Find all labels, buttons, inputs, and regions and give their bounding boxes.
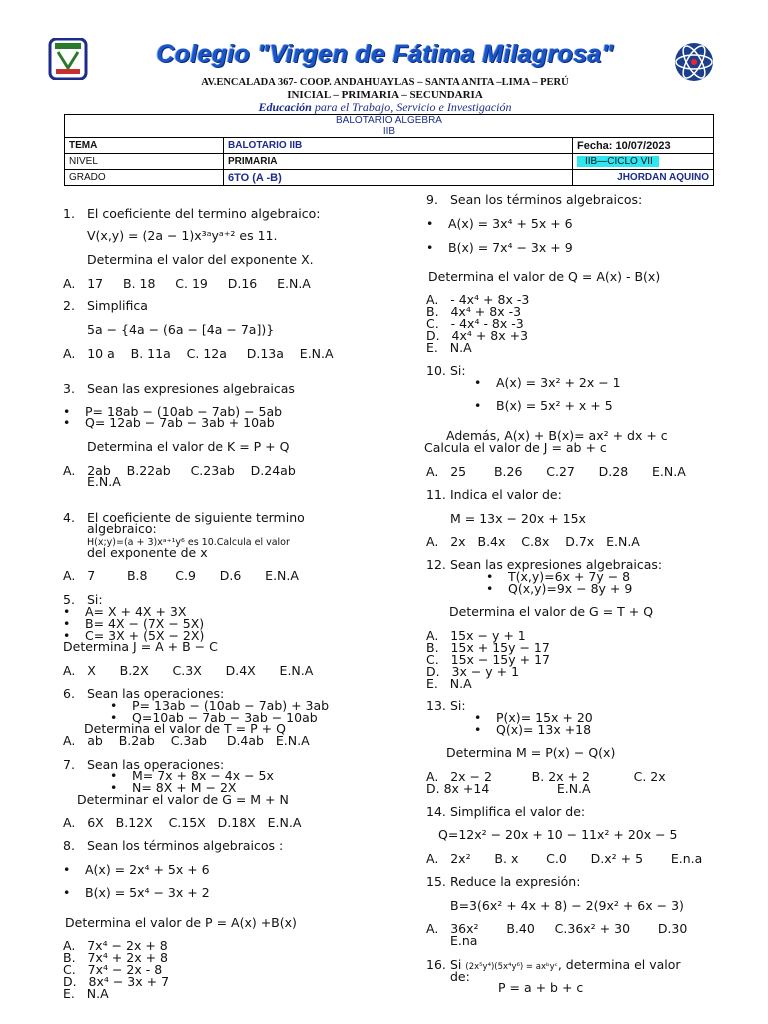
- q3-ask: Determina el valor de K = P + Q: [87, 439, 290, 454]
- q9-statement: 9. Sean los términos algebraicos:: [426, 192, 643, 207]
- school-levels: INICIAL – PRIMARIA – SECUNDARIA: [287, 89, 483, 101]
- q5-statement: 5. Si:: [63, 592, 103, 607]
- q3-options: A. 2ab B.22ab C.23ab D.24ab: [63, 463, 296, 478]
- q10-bullet-a: • A(x) = 3x² + 2x − 1: [474, 375, 621, 390]
- q9-option-d: D. 4x⁴ + 8x +3: [426, 328, 529, 343]
- q14-expression: Q=12x² − 20x + 10 − 11x² + 20x − 5: [438, 827, 678, 842]
- teacher-name: JHORDAN AQUINO: [573, 170, 714, 186]
- q6-bullet-p: • P= 13ab − (10ab − 7ab) + 3ab: [110, 698, 330, 713]
- q5-ask: Determina J = A + B − C: [63, 639, 218, 654]
- q4-expression: H(x;y)=(a + 3)xᵃ⁺¹y⁶ es 10.Calcula el valor: [87, 537, 290, 548]
- q9-option-b: B. 4x⁴ + 8x -3: [426, 304, 522, 319]
- q8-statement: 8. Sean los términos algebraicos :: [63, 838, 284, 853]
- q9-bullet-b: • B(x) = 7x⁴ − 3x + 9: [426, 240, 573, 255]
- q11-expression: M = 13x − 20x + 15x: [450, 511, 586, 526]
- exam-info-table: [64, 114, 714, 186]
- q8-bullet-a: • A(x) = 2x⁴ + 5x + 6: [63, 862, 210, 877]
- q10-ask-2: Calcula el valor de J = ab + c: [424, 440, 607, 455]
- q7-bullet-m: • M= 7x + 8x − 4x − 5x: [110, 768, 274, 783]
- q5-bullet-a: • A= X + 4X + 3X: [63, 604, 187, 619]
- q13-bullet-p: • P(x)= 15x + 20: [474, 710, 593, 725]
- q5-bullet-c: • C= 3X + (5X − 2X): [63, 628, 205, 643]
- q16-statement: 16. Si (2x⁵y⁴)(5x⁴y⁶) = axᵇyᶜ, determina el valor: [426, 957, 681, 972]
- q13-statement: 13. Si:: [426, 698, 466, 713]
- q6-options: A. ab B.2ab C.3ab D.4ab E.N.A: [63, 733, 310, 748]
- q9-option-e: E. N.A: [426, 340, 472, 355]
- q8-option-c: C. 7x⁴ − 2x - 8: [63, 962, 163, 977]
- q8-option-a: A. 7x⁴ − 2x + 8: [63, 938, 168, 953]
- q2-statement: 2. Simplifica: [63, 298, 148, 313]
- q4-expression-2: del exponente de x: [87, 545, 208, 560]
- q9-ask: Determina el valor de Q = A(x) - B(x): [428, 269, 661, 284]
- nivel-value: PRIMARIA: [224, 154, 573, 170]
- q3-bullet-p: • P= 18ab − (10ab − 7ab) − 5ab: [63, 404, 283, 419]
- q13-options: A. 2x − 2 B. 2x + 2 C. 2x: [426, 769, 666, 784]
- q7-statement: 7. Sean las operaciones:: [63, 757, 225, 772]
- school-address: AV.ENCALADA 367- COOP. ANDAHUAYLAS – SANTA ANITA –LIMA – PERÚ: [201, 77, 569, 88]
- grado-value: 6TO (A -B): [224, 170, 573, 186]
- q12-bullet-t: • T(x,y)=6x + 7y − 8: [486, 569, 631, 584]
- q7-bullet-n: • N= 8X + M − 2X: [110, 780, 237, 795]
- q15-expression: B=3(6x² + 4x + 8) − 2(9x² + 6x − 3): [450, 898, 684, 913]
- q10-ask-1: Además, A(x) + B(x)= ax² + dx + c: [446, 428, 668, 443]
- q14-statement: 14. Simplifica el valor de:: [426, 804, 586, 819]
- q16-statement-2: de:: [450, 969, 470, 984]
- school-motto: Educación para el Trabajo, Servicio e Investigación: [258, 100, 512, 114]
- q7-options: A. 6X B.12X C.15X D.18X E.N.A: [63, 815, 302, 830]
- q13-options-2: D. 8x +14 E.N.A: [426, 781, 591, 796]
- q10-bullet-b: • B(x) = 5x² + x + 5: [474, 398, 613, 413]
- q14-options: A. 2x² B. x C.0 D.x² + 5 E.n.a: [426, 851, 703, 866]
- q13-ask: Determina M = P(x) − Q(x): [446, 745, 616, 760]
- q1-expression: V(x,y) = (2a − 1)x³ᵃyᵃ⁺² es 11.: [87, 228, 278, 243]
- ciclo-badge: IIB—CICLO VII: [577, 156, 659, 167]
- q12-option-e: E. N.A: [426, 676, 472, 691]
- tema-label: TEMA: [65, 138, 224, 154]
- q8-ask: Determina el valor de P = A(x) +B(x): [65, 915, 297, 930]
- q8-option-e: E. N.A: [63, 986, 109, 1001]
- q12-option-c: C. 15x − 15y + 17: [426, 652, 550, 667]
- q10-statement: 10. Si:: [426, 363, 466, 378]
- q12-ask: Determina el valor de G = T + Q: [449, 604, 654, 619]
- q9-bullet-a: • A(x) = 3x⁴ + 5x + 6: [426, 216, 573, 231]
- q12-bullet-q: • Q(x,y)=9x − 8y + 9: [486, 581, 633, 596]
- q9-option-a: A. - 4x⁴ + 8x -3: [426, 292, 530, 307]
- q4-statement-2: algebraico:: [87, 521, 157, 536]
- q2-options: A. 10 a B. 11a C. 12a D.13a E.N.A: [63, 346, 334, 361]
- ciclo-cell: [573, 154, 714, 170]
- q3-statement: 3. Sean las expresiones algebraicas: [63, 381, 295, 396]
- q12-option-d: D. 3x − y + 1: [426, 664, 520, 679]
- q4-options: A. 7 B.8 C.9 D.6 E.N.A: [63, 568, 299, 583]
- atom-globe-icon: [672, 40, 716, 84]
- q12-statement: 12. Sean las expresiones algebraicas:: [426, 557, 663, 572]
- q8-option-b: B. 7x⁴ + 2x + 8: [63, 950, 168, 965]
- q6-ask: Determina el valor de T = P + Q: [84, 721, 286, 736]
- q1-options: A. 17 B. 18 C. 19 D.16 E.N.A: [63, 276, 311, 291]
- grado-label: GRADO: [65, 170, 224, 186]
- q15-options-2: E.na: [450, 933, 478, 948]
- q12-option-a: A. 15x − y + 1: [426, 628, 526, 643]
- q13-bullet-q: • Q(x)= 13x +18: [474, 722, 592, 737]
- nivel-label: NIVEL: [65, 154, 224, 170]
- q1-statement: 1. El coeficiente del termino algebraico:: [63, 206, 321, 221]
- q10-options: A. 25 B.26 C.27 D.28 E.N.A: [426, 464, 686, 479]
- q16-expression: P = a + b + c: [498, 980, 584, 995]
- q6-statement: 6. Sean las operaciones:: [63, 686, 225, 701]
- q7-ask: Determinar el valor de G = M + N: [77, 792, 289, 807]
- q4-statement: 4. El coeficiente de siguiente termino: [63, 510, 305, 525]
- tema-value: BALOTARIO IIB: [224, 138, 573, 154]
- school-name: Colegio "Virgen de Fátima Milagrosa": [156, 40, 614, 68]
- q5-bullet-b: • B= 4X − (7X − 5X): [63, 616, 205, 631]
- q3-bullet-q: • Q= 12ab − 7ab − 3ab + 10ab: [63, 415, 275, 430]
- exam-banner: BALOTARIO ALGEBRA IIB: [65, 115, 714, 138]
- q12-option-b: B. 15x + 15y − 17: [426, 640, 550, 655]
- q8-bullet-b: • B(x) = 5x⁴ − 3x + 2: [63, 885, 210, 900]
- q1-ask: Determina el valor del exponente X.: [87, 252, 314, 267]
- q3-options-e: E.N.A: [87, 474, 121, 489]
- q5-options: A. X B.2X C.3X D.4X E.N.A: [63, 663, 314, 678]
- q8-option-d: D. 8x⁴ − 3x + 7: [63, 974, 170, 989]
- school-crest-icon: [48, 38, 88, 80]
- exam-date: Fecha: 10/07/2023: [573, 138, 714, 154]
- q15-statement: 15. Reduce la expresión:: [426, 874, 581, 889]
- q9-option-c: C. - 4x⁴ - 8x -3: [426, 316, 524, 331]
- q6-bullet-q: • Q=10ab − 7ab − 3ab − 10ab: [110, 710, 318, 725]
- q2-expression: 5a − {4a − (6a − [4a − 7a])}: [87, 322, 275, 337]
- q11-options: A. 2x B.4x C.8x D.7x E.N.A: [426, 534, 640, 549]
- q15-options: A. 36x² B.40 C.36x² + 30 D.30: [426, 921, 688, 936]
- q11-statement: 11. Indica el valor de:: [426, 487, 562, 502]
